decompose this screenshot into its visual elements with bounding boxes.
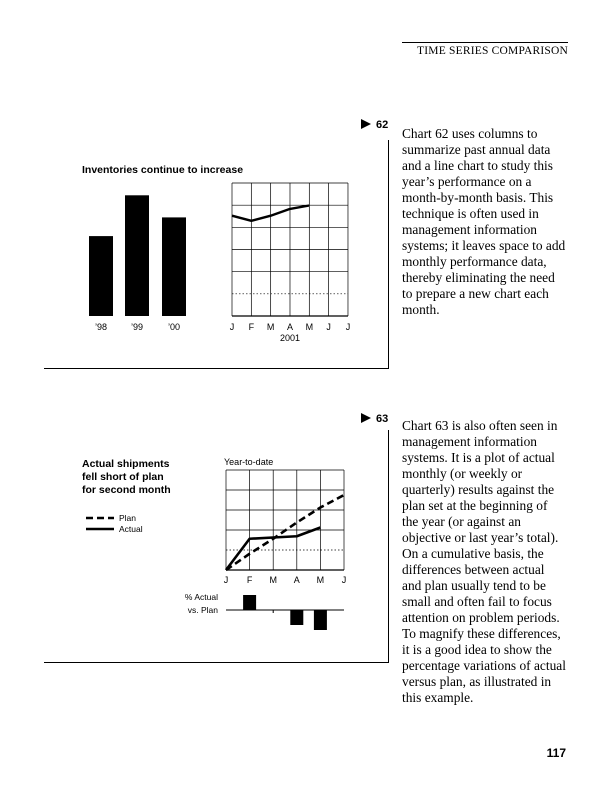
month-tick-label: F <box>246 575 253 585</box>
plan-line <box>226 495 344 570</box>
chart-63-title-line2: fell short of plan <box>82 471 164 483</box>
bar-tick-labels <box>95 322 180 332</box>
variance-bars <box>243 595 327 630</box>
legend-plan-label: Plan <box>119 513 137 523</box>
month-tick-label: M <box>269 575 277 585</box>
bar-1 <box>125 195 149 316</box>
month-tick-labels <box>230 322 350 332</box>
variance-bar-3 <box>314 610 327 630</box>
month-tick-label: F <box>248 322 255 332</box>
variance-bar-0 <box>243 595 256 610</box>
chart-63-subtitle: Year-to-date <box>224 457 274 467</box>
chart-63-title-line1: Actual shipments <box>82 458 170 470</box>
bar-tick-label: ’99 <box>130 322 144 332</box>
bar-0 <box>89 236 113 316</box>
month-tick-labels <box>224 575 347 585</box>
line-chart-grid <box>232 183 348 316</box>
month-tick-label: M <box>305 322 314 332</box>
line-chart-series <box>226 495 344 570</box>
chart-62-description: Chart 62 uses columns to summarize past annual data and a line chart to study this year’s performance on a month-by-month basis. This technique is often used in management information systems; it leaves space to add monthly performance data, thereby eliminating the need to prepare a new chart each month. <box>402 126 566 317</box>
chart-62-number: 62 <box>376 119 389 131</box>
month-tick-label: J <box>229 322 235 332</box>
variance-bar-2 <box>290 610 303 625</box>
line-chart-grid <box>226 470 344 570</box>
chart-63-number: 63 <box>376 413 389 425</box>
bar-tick-label: ’00 <box>167 322 181 332</box>
triangle-pointer-icon <box>361 119 371 129</box>
month-tick-label: J <box>345 322 351 332</box>
chart-62-svg <box>44 140 388 368</box>
month-tick-label: J <box>341 575 347 585</box>
month-tick-label: J <box>223 575 229 585</box>
chart-63-title-line3: for second month <box>82 484 171 496</box>
legend-actual-label: Actual <box>119 524 143 534</box>
chart-63-panel <box>44 430 389 663</box>
bar-group <box>89 195 186 316</box>
header-rule <box>402 42 568 43</box>
triangle-pointer-icon <box>361 413 371 423</box>
line-chart-xlabel: 2001 <box>279 333 301 343</box>
chart-62-panel <box>44 140 389 369</box>
variance-label-line1: % Actual <box>184 592 218 602</box>
running-header: TIME SERIES COMPARISON <box>417 45 568 57</box>
month-tick-label: A <box>293 575 300 585</box>
month-tick-label: M <box>316 575 325 585</box>
chart-63-marker <box>361 413 388 425</box>
chart-63-svg <box>44 430 388 662</box>
bar-tick-label: ’98 <box>94 322 108 332</box>
month-tick-label: J <box>326 322 331 332</box>
chart-62-title: Inventories continue to increase <box>82 164 244 176</box>
legend <box>86 513 143 534</box>
chart-63-description: Chart 63 is also often seen in management information systems. It is a plot of actual monthly (or weekly or quarterly) results against the plan set at the beginning of the year (or against an objective or last year’s total). On a cumulative basis, the differences between actual and plan usually tend to be small and often fail to focus attention on problem periods. To magnify these differences, it is a good idea to show the percentage variations of actual versus plan, as illustrated in this example. <box>402 418 566 705</box>
month-tick-label: A <box>286 322 293 332</box>
bar-2 <box>162 217 186 316</box>
chart-62-marker <box>361 119 388 131</box>
variance-label-line2: vs. Plan <box>187 605 218 615</box>
month-tick-label: M <box>266 322 275 332</box>
page-number: 117 <box>546 746 566 760</box>
